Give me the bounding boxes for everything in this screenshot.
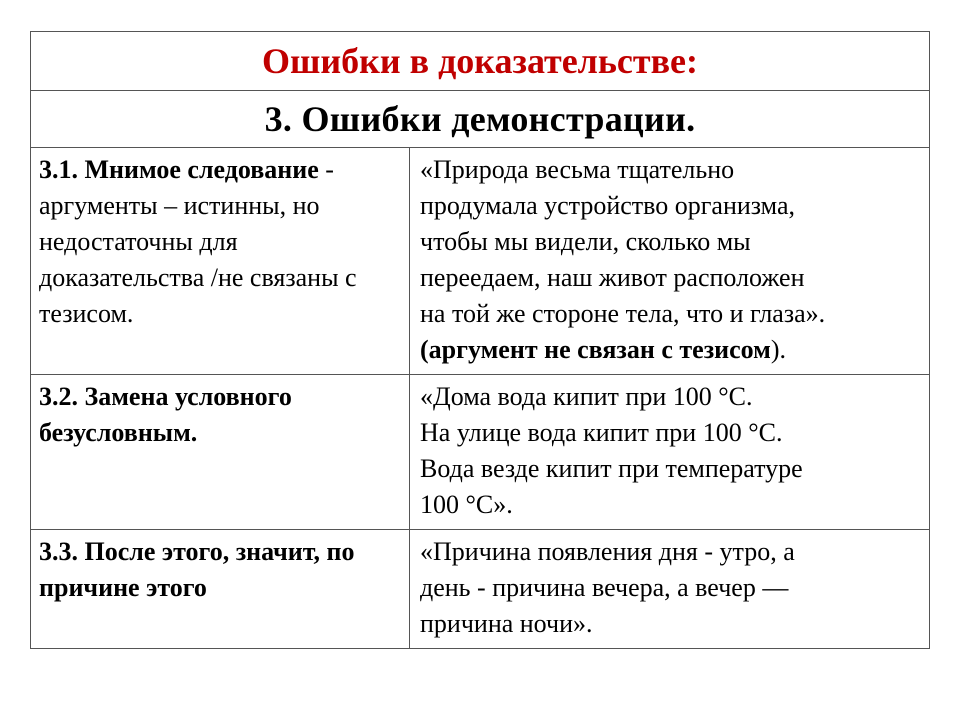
table-row xyxy=(31,530,930,649)
error-term-title: 3.2. Замена условного безусловным. xyxy=(39,382,292,447)
example-line: «Причина появления дня - утро, а xyxy=(420,537,795,566)
table-subtitle: 3. Ошибки демонстрации. xyxy=(31,91,930,148)
table-row xyxy=(31,375,930,530)
example-cell xyxy=(410,530,930,649)
example-line: на той же стороне тела, что и глаза». xyxy=(420,299,826,328)
note-bold-text: аргумент не связан с тезисом xyxy=(428,335,771,364)
error-term-title: 3.1. Мнимое следование xyxy=(39,155,319,184)
error-term-description: - аргументы – истинны, но недостаточны для доказательства /не связаны с тезисом. xyxy=(39,155,357,328)
title-row xyxy=(31,32,930,91)
example-line: чтобы мы видели, сколько мы xyxy=(420,227,751,256)
example-line: причина ночи». xyxy=(420,609,593,638)
example-cell xyxy=(410,375,930,530)
table-title: Ошибки в доказательстве: xyxy=(31,32,930,91)
example-line: 100 °С». xyxy=(420,490,513,519)
note-open-paren: ( xyxy=(420,335,429,364)
table-row xyxy=(31,148,930,375)
example-line: Вода везде кипит при температуре xyxy=(420,454,803,483)
error-term-cell xyxy=(31,148,410,375)
example-cell xyxy=(410,148,930,375)
example-note xyxy=(420,332,923,368)
error-term-title: 3.3. После этого, значит, по причине этого xyxy=(39,537,355,602)
error-term-cell xyxy=(31,375,410,530)
example-line: «Природа весьма тщательно xyxy=(420,155,735,184)
errors-table xyxy=(30,31,930,649)
example-line: На улице вода кипит при 100 °С. xyxy=(420,418,783,447)
note-close-paren: ). xyxy=(770,335,787,364)
subtitle-row xyxy=(31,91,930,148)
example-line: переедаем, наш живот расположен xyxy=(420,263,805,292)
example-line: «Дома вода кипит при 100 °С. xyxy=(420,382,753,411)
example-line: день - причина вечера, а вечер — xyxy=(420,573,789,602)
error-term-cell xyxy=(31,530,410,649)
example-line: продумала устройство организма, xyxy=(420,191,795,220)
